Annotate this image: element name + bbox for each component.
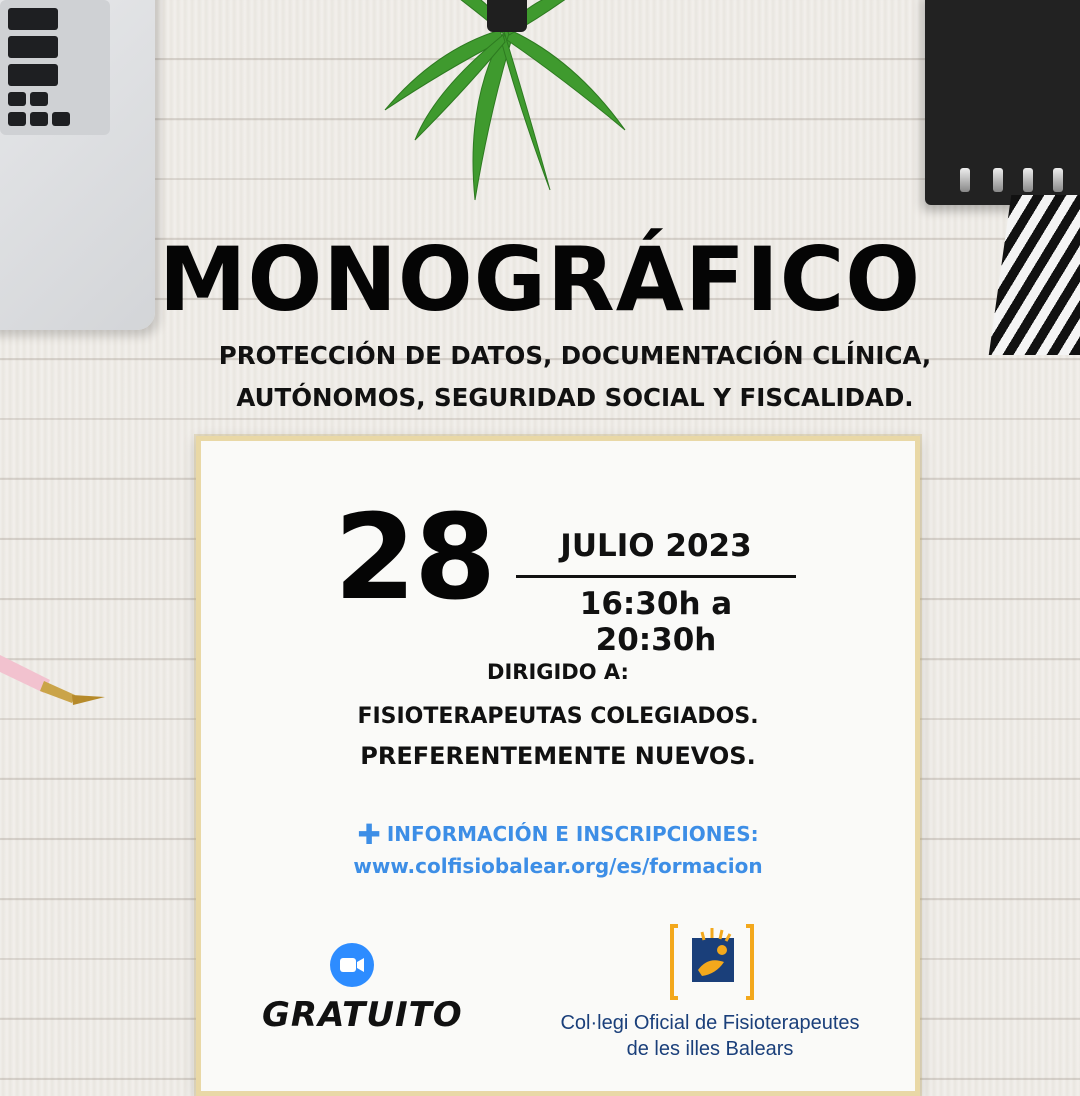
video-camera-icon: [330, 943, 374, 987]
key: [8, 8, 58, 30]
topics-line-2: AUTÓNOMOS, SEGURIDAD SOCIAL Y FISCALIDAD.: [236, 383, 914, 412]
notebook-ring: [960, 168, 970, 192]
pen-illustration: [0, 625, 120, 725]
event-day: 28: [334, 488, 495, 626]
plant-illustration: [375, 0, 635, 210]
keyboard: [0, 0, 110, 135]
key: [30, 112, 48, 126]
key: [8, 92, 26, 106]
key: [8, 64, 58, 86]
audience-line-1: FISIOTERAPEUTAS COLEGIADOS.: [357, 704, 759, 729]
info-label: INFORMACIÓN E INSCRIPCIONES:: [386, 822, 759, 846]
college-logo: [668, 922, 756, 1002]
notebook-illustration: [925, 0, 1080, 205]
audience-heading: DIRIGIDO A:: [487, 660, 629, 684]
audience-line-2: PREFERENTEMENTE NUEVOS.: [360, 742, 756, 770]
notebook-ring: [1053, 168, 1063, 192]
key: [30, 92, 48, 106]
key: [52, 112, 70, 126]
organization-name: [520, 1010, 900, 1062]
topics-line-1: PROTECCIÓN DE DATOS, DOCUMENTACIÓN CLÍNICA,: [218, 341, 932, 370]
price-label: GRATUITO: [262, 995, 463, 1035]
page-title: MONOGRÁFICO: [158, 228, 922, 331]
event-hours: 16:30h a 20:30h: [579, 586, 733, 658]
date-divider: [516, 575, 796, 578]
notebook-ring: [1023, 168, 1033, 192]
key: [8, 112, 26, 126]
organization-line-1: Col·legi Oficial de Fisioterapeutes: [560, 1012, 860, 1034]
info-url-link[interactable]: www.colfisiobalear.org/es/formacion: [353, 854, 763, 878]
notebook-ring: [993, 168, 1003, 192]
info-label-row: [196, 818, 920, 851]
organization-line-2: de les illes Balears: [626, 1038, 794, 1060]
event-month-year: JULIO 2023: [560, 528, 752, 564]
plus-icon: ✚: [357, 818, 381, 851]
key: [8, 36, 58, 58]
course-topics: [0, 335, 1080, 419]
